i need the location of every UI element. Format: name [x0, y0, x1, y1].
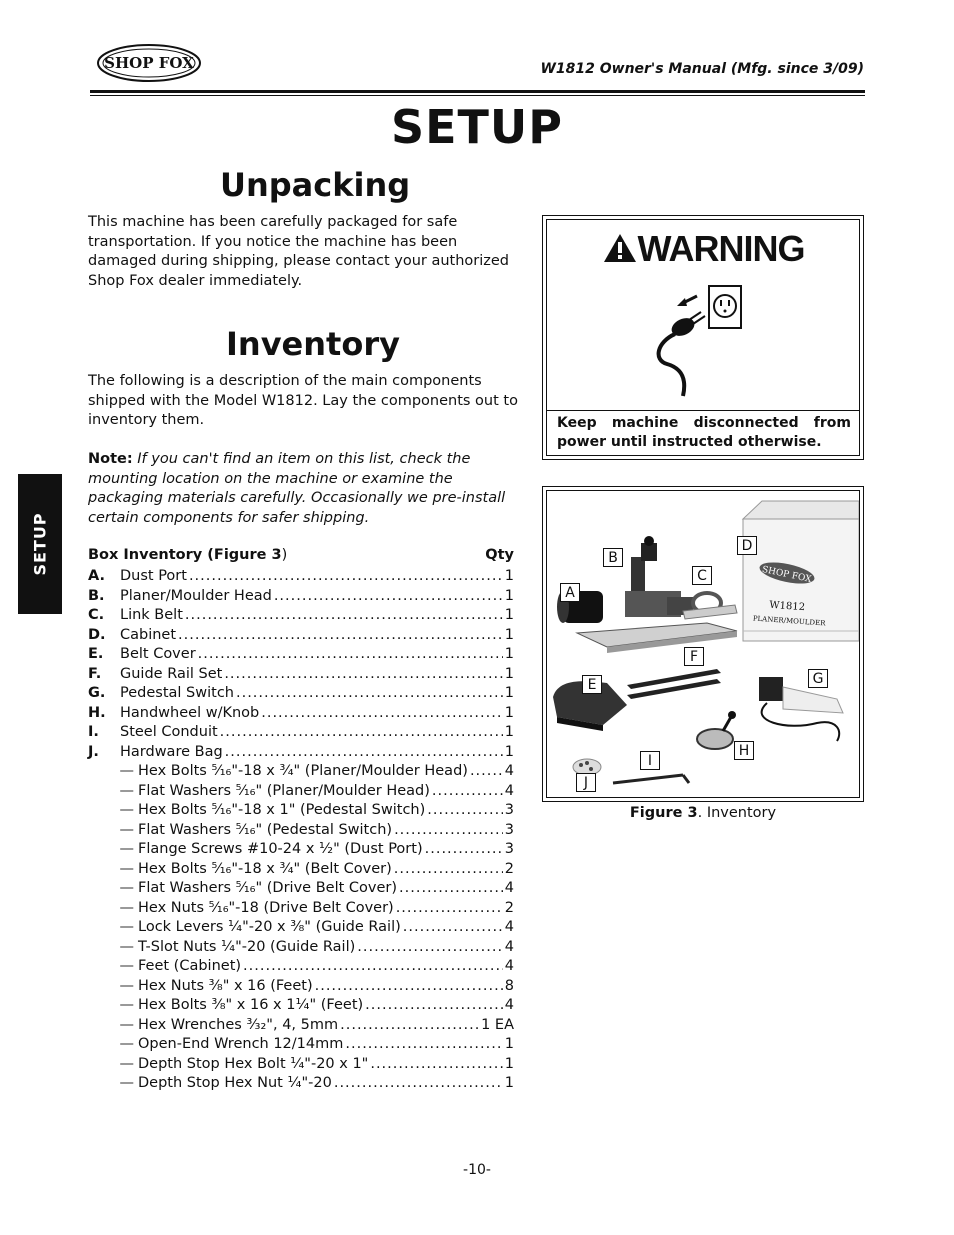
warning-divider	[547, 410, 859, 411]
figure-label-g: G	[808, 669, 828, 688]
item-dash: —	[119, 860, 134, 877]
item-qty: 1	[504, 568, 514, 584]
hardware-item	[88, 938, 514, 958]
inventory-figure	[542, 486, 864, 802]
box-brand: SHOP FOX	[760, 564, 813, 586]
leader-dots	[243, 957, 503, 977]
hardware-item	[88, 879, 514, 899]
box-model: W1812	[768, 599, 806, 614]
hardware-item	[88, 1074, 514, 1094]
inventory-heading: Inventory	[226, 325, 400, 363]
guide-rail-illustration	[627, 669, 721, 699]
leader-dots	[396, 899, 503, 919]
inventory-item	[88, 567, 514, 587]
item-letter: D.	[88, 626, 106, 643]
figure-caption-label: Figure 3	[629, 805, 698, 821]
manual-title: W1812 Owner's Manual (Mfg. since 3/09)	[540, 61, 864, 77]
item-dash: —	[119, 899, 134, 916]
item-qty: 1	[504, 1075, 514, 1091]
box-inventory-heading: Box Inventory (Figure 3	[88, 547, 282, 563]
leader-dots	[236, 684, 503, 704]
leader-dots	[470, 762, 503, 782]
item-qty: 4	[504, 763, 514, 779]
item-name: Cabinet	[120, 626, 177, 643]
figure-label-e: E	[582, 675, 602, 694]
item-qty: 2	[504, 899, 514, 916]
item-letter: C.	[88, 607, 105, 623]
warning-text: Keep machine disconnected from power until instructed otherwise.	[557, 415, 851, 450]
hardware-item	[88, 1035, 514, 1055]
unpacking-heading: Unpacking	[220, 166, 411, 204]
pedestal-switch-illustration	[759, 677, 843, 741]
item-dash: —	[119, 782, 134, 799]
item-name: Planer/Moulder Head	[120, 587, 272, 604]
warning-box	[542, 215, 864, 460]
item-qty: 3	[504, 821, 514, 838]
item-qty: 8	[504, 977, 514, 994]
leader-dots	[399, 879, 503, 899]
item-letter: E.	[88, 646, 104, 662]
leader-dots	[178, 626, 503, 646]
hardware-item	[88, 957, 514, 977]
leader-dots	[365, 996, 503, 1016]
item-letter: G.	[88, 685, 106, 701]
leader-dots	[427, 801, 503, 821]
warning-title	[547, 228, 859, 270]
hardware-item	[88, 899, 514, 919]
item-name: Hex Bolts ³⁄₈" x 16 x 1¹⁄₄" (Feet)	[138, 997, 364, 1013]
inventory-item	[88, 587, 514, 607]
item-dash: —	[119, 821, 134, 838]
item-name: Hex Bolts ⁵⁄₁₆"-18 x ³⁄₄" (Planer/Moulder Head)	[138, 763, 468, 779]
inventory-item	[88, 743, 514, 763]
inventory-item	[88, 723, 514, 743]
item-qty: 1	[504, 665, 514, 682]
hardware-item	[88, 918, 514, 938]
item-name: Belt Cover	[120, 646, 196, 662]
item-name: Flat Washers ⁵⁄₁₆" (Drive Belt Cover)	[138, 880, 398, 896]
item-qty: 4	[504, 782, 514, 799]
item-dash: —	[119, 802, 134, 818]
item-letter: I.	[88, 724, 99, 740]
leader-dots	[334, 1074, 503, 1094]
item-name: Open-End Wrench 12/14mm	[138, 1036, 344, 1052]
item-dash: —	[119, 977, 134, 994]
item-qty: 1	[504, 704, 514, 721]
page-title: SETUP	[391, 100, 563, 154]
item-qty: 4	[504, 938, 514, 955]
leader-dots	[189, 567, 503, 587]
item-letter: A.	[88, 568, 105, 584]
item-qty: 1	[504, 743, 514, 760]
leader-dots	[225, 743, 503, 763]
item-qty: 1	[504, 626, 514, 643]
item-dash: —	[119, 1036, 134, 1052]
cabinet-illustration	[743, 501, 859, 641]
item-name: Hex Bolts ⁵⁄₁₆"-18 x 1" (Pedestal Switch)	[138, 802, 426, 818]
item-dash: —	[119, 958, 134, 974]
unpacking-text: This machine has been carefully packaged for safe transportation. If you notice the machine has been damaged during shipping, please contact your authorized Shop Fox dealer immediately.	[88, 214, 510, 289]
figure-label-d: D	[737, 536, 757, 555]
hardware-item	[88, 1016, 514, 1036]
item-letter: F.	[88, 665, 102, 682]
hardware-item	[88, 821, 514, 841]
figure-caption-text: . Inventory	[697, 805, 777, 821]
leader-dots	[198, 645, 503, 665]
figure-label-b: B	[603, 548, 623, 567]
inventory-item	[88, 626, 514, 646]
item-name: Hex Nuts ³⁄₈" x 16 (Feet)	[138, 977, 313, 994]
leader-dots	[220, 723, 503, 743]
side-tab	[18, 474, 62, 614]
item-qty: 4	[504, 958, 514, 974]
leader-dots	[261, 704, 503, 724]
leader-dots	[425, 840, 503, 860]
box-product: PLANER/MOULDER	[752, 614, 826, 628]
item-name: Pedestal Switch	[120, 685, 234, 701]
header-rule-thin	[90, 95, 865, 96]
item-qty: 3	[504, 802, 514, 818]
leader-dots	[185, 606, 503, 626]
item-name: Hex Wrenches ³⁄₃₂", 4, 5mm	[138, 1016, 339, 1033]
unplug-icon	[647, 278, 747, 403]
item-letter: B.	[88, 587, 105, 604]
inventory-note	[88, 450, 518, 528]
figure-label-c: C	[692, 566, 712, 585]
item-letter: H.	[88, 704, 106, 721]
qty-label: Qty	[485, 547, 514, 563]
header-rule	[90, 90, 865, 93]
item-dash: —	[119, 997, 134, 1013]
hardware-item	[88, 782, 514, 802]
item-qty: 4	[504, 919, 514, 935]
inventory-item	[88, 645, 514, 665]
item-dash: —	[119, 1075, 134, 1091]
inventory-item	[88, 665, 514, 685]
leader-dots	[370, 1055, 502, 1075]
item-qty: 1	[504, 587, 514, 604]
item-name: Hex Nuts ⁵⁄₁₆"-18 (Drive Belt Cover)	[138, 899, 394, 916]
item-name: Hex Bolts ⁵⁄₁₆"-18 x ³⁄₄" (Belt Cover)	[138, 860, 392, 877]
item-name: Lock Levers ¹⁄₄"-20 x ³⁄₈" (Guide Rail)	[138, 919, 401, 935]
item-qty: 1 EA	[481, 1016, 514, 1033]
leader-dots	[224, 665, 502, 685]
leader-dots	[394, 821, 503, 841]
item-name: Link Belt	[120, 607, 183, 623]
figure-label-a: A	[560, 583, 580, 602]
item-dash: —	[119, 841, 134, 857]
item-dash: —	[119, 919, 134, 935]
item-dash: —	[119, 880, 134, 896]
hardware-item	[88, 1055, 514, 1075]
item-name: Flat Washers ⁵⁄₁₆" (Pedestal Switch)	[138, 821, 393, 838]
hardware-item	[88, 762, 514, 782]
handwheel-illustration	[697, 711, 736, 749]
item-name: Flat Washers ⁵⁄₁₆" (Planer/Moulder Head)	[138, 782, 430, 799]
side-tab-label: SETUP	[30, 512, 50, 576]
item-qty: 3	[504, 841, 514, 857]
item-dash: —	[119, 763, 134, 779]
leader-dots	[403, 918, 503, 938]
item-qty: 1	[504, 1036, 514, 1052]
item-name: Depth Stop Hex Nut ¹⁄₄"-20	[138, 1075, 332, 1091]
item-qty: 1	[504, 724, 514, 740]
inventory-item	[88, 606, 514, 626]
inventory-text: The following is a description of the main components shipped with the Model W1812. Lay the components out to inventory them.	[88, 373, 518, 428]
note-label: Note:	[88, 451, 133, 467]
inventory-item	[88, 684, 514, 704]
item-qty: 1	[504, 685, 514, 701]
inventory-list	[88, 567, 514, 1094]
warning-title-text: WARNING	[637, 228, 805, 269]
item-name: Dust Port	[120, 568, 187, 584]
figure-label-j: J	[576, 773, 596, 792]
item-name: Depth Stop Hex Bolt ¹⁄₄"-20 x 1"	[138, 1055, 369, 1072]
figure-label-f: F	[684, 647, 704, 666]
hardware-item	[88, 977, 514, 997]
item-qty: 2	[504, 860, 514, 877]
figure-label-h: H	[734, 741, 754, 760]
hardware-item	[88, 840, 514, 860]
hardware-item	[88, 996, 514, 1016]
item-dash: —	[119, 938, 134, 955]
item-qty: 1	[504, 1055, 514, 1072]
item-name: Feet (Cabinet)	[138, 958, 242, 974]
logo-text: SHOP FOX	[104, 54, 194, 72]
leader-dots	[274, 587, 503, 607]
leader-dots	[394, 860, 503, 880]
hardware-item	[88, 860, 514, 880]
item-name: Steel Conduit	[120, 724, 218, 740]
inventory-item	[88, 704, 514, 724]
box-inventory-header	[88, 547, 514, 563]
item-letter: J.	[88, 743, 99, 760]
item-dash: —	[119, 1016, 134, 1033]
steel-conduit-illustration	[613, 775, 689, 783]
shop-fox-logo	[96, 43, 202, 83]
leader-dots	[340, 1016, 479, 1036]
box-inventory-heading-close: )	[281, 547, 288, 563]
item-name: Flange Screws #10-24 x ¹⁄₂" (Dust Port)	[138, 841, 423, 857]
figure-caption	[542, 805, 864, 821]
item-name: Handwheel w/Knob	[120, 704, 260, 721]
leader-dots	[432, 782, 503, 802]
item-name: Guide Rail Set	[120, 665, 223, 682]
item-qty: 4	[504, 880, 514, 896]
item-name: Hardware Bag	[120, 743, 223, 760]
leader-dots	[345, 1035, 502, 1055]
item-qty: 1	[504, 607, 514, 623]
inventory-illustration	[547, 491, 860, 798]
item-name: T-Slot Nuts ¹⁄₄"-20 (Guide Rail)	[138, 938, 356, 955]
item-dash: —	[119, 1055, 134, 1072]
hardware-item	[88, 801, 514, 821]
item-qty: 1	[504, 646, 514, 662]
item-qty: 4	[504, 997, 514, 1013]
warning-triangle-icon	[602, 232, 638, 264]
page-number: -10-	[463, 1162, 491, 1178]
leader-dots	[357, 938, 503, 958]
figure-label-i: I	[640, 751, 660, 770]
note-text: If you can't find an item on this list, check the mounting location on the machine or examine the packaging materials carefully. Occasionally we pre-install certain components for safer shipping.	[88, 451, 506, 526]
leader-dots	[315, 977, 503, 997]
